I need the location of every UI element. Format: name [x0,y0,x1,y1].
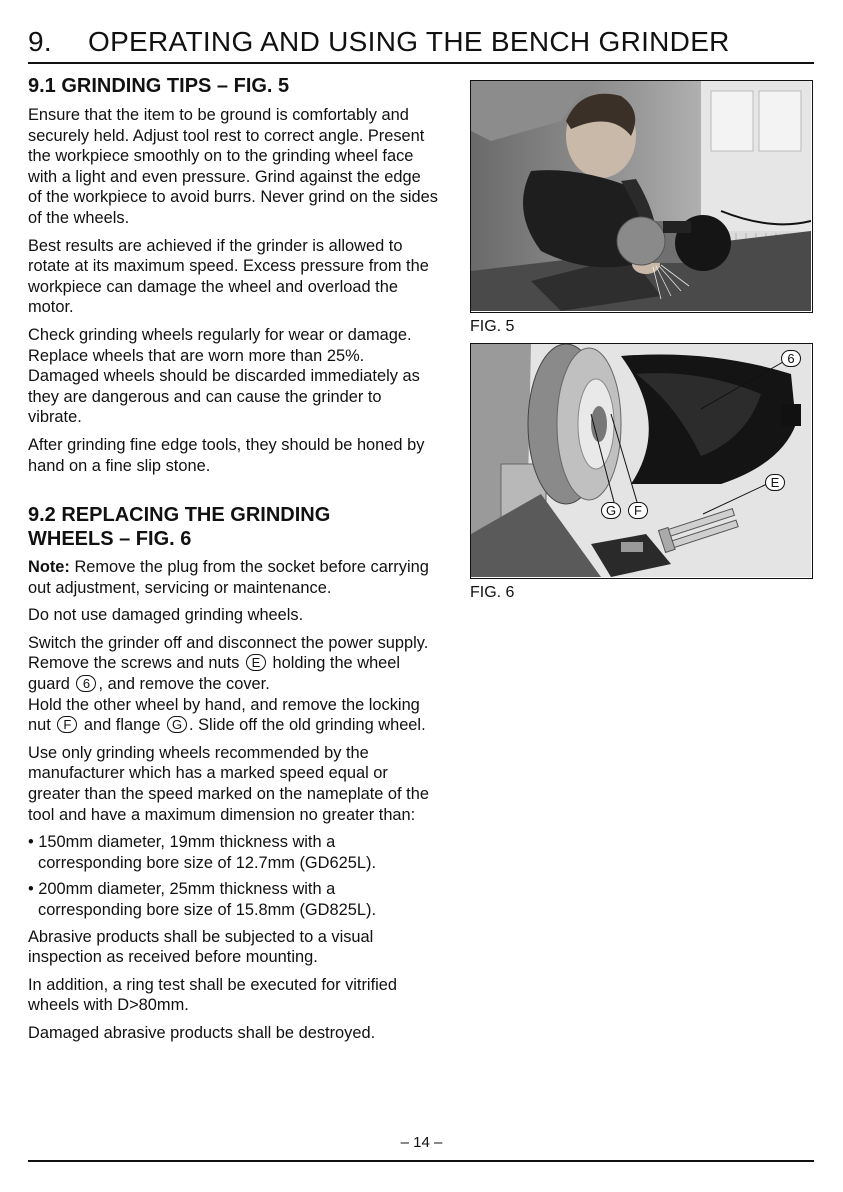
paragraph-grinding-1: Ensure that the item to be ground is comfortably and securely held. Adjust tool rest to correct angle. Present the workpiece smoothly on to the grinding wheel face with a light and even pressure. Grind against the edge of the workpiece to avoid burrs. Never grind on the sides of the wheels. [28,106,438,227]
note-label: Note: [28,558,70,577]
callout-f: F [57,716,77,733]
paragraph-grinding-4: After grinding fine edge tools, they should be honed by hand on a fine slip stone. [28,435,425,475]
grinder-operator-illustration [471,81,811,311]
section-heading-grinding-tips: 9.1 GRINDING TIPS – FIG. 5 [28,75,290,97]
figure-callout-6: 6 [781,350,801,367]
paragraph-hold-wheel [28,695,438,736]
callout-g: G [167,716,187,733]
paragraph-damaged: Do not use damaged grinding wheels. [28,606,304,625]
section-number: 9. [28,26,52,57]
page-number: – 14 – [400,1134,443,1151]
page-header [28,24,814,64]
callout-6: 6 [76,675,96,692]
text-fragment: and flange [79,716,166,735]
text-fragment: Hold the other wheel by hand, and remove the locking nut [28,695,420,735]
paragraph-grinding-3: Check grinding wheels regularly for wear or damage. Replace wheels that are worn more than 25%. Damaged wheels should be discarded immediately as they are dangerous and can cause the grinder to vibrate. [28,325,420,427]
footer-divider [28,1160,814,1162]
paragraph-abrasive: Abrasive products shall be subjected to a visual inspection as received before mounting. [28,927,374,967]
heading-line-1: 9.2 REPLACING THE GRINDING [28,504,331,527]
figure-5-photo [470,80,813,313]
text-fragment: . Slide off the old grinding wheel. [189,716,426,735]
paragraph-ring-test: In addition, a ring test shall be executed for vitrified wheels with D>80mm. [28,975,397,1015]
figure-callout-g: G [601,502,621,519]
callout-e: E [246,654,266,671]
wheel-guard-illustration [471,344,811,577]
section-heading-replacing-wheels [28,503,438,551]
figure-5-caption: FIG. 5 [470,318,515,335]
heading-line-2: WHEELS – FIG. 6 [28,528,192,551]
figure-6-diagram [470,343,813,579]
paragraph-destroyed: Damaged abrasive products shall be destroyed. [28,1023,376,1042]
bullet-150mm: • 150mm diameter, 19mm thickness with a corresponding bore size of 12.7mm (GD625L). [28,833,376,872]
text-fragment: holding the wheel guard [28,654,401,694]
figure-6-caption: FIG. 6 [470,584,515,601]
paragraph-switch-off [28,633,438,695]
page-title: OPERATING AND USING THE BENCH GRINDER [88,26,730,57]
text-column [28,74,438,1051]
text-fragment: , and remove the cover. [98,675,270,694]
bullet-200mm: • 200mm diameter, 25mm thickness with a corresponding bore size of 15.8mm (GD825L). [28,880,376,919]
paragraph-grinding-2: Best results are achieved if the grinder is allowed to rotate at its maximum speed. Excess pressure from the workpiece can damage the wheel and overload the motor. [28,236,429,317]
figure-callout-f: F [628,502,648,519]
paragraph-note [28,557,438,598]
note-text: Remove the plug from the socket before carrying out adjustment, servicing or maintenance. [28,558,429,597]
paragraph-use-only: Use only grinding wheels recommended by the manufacturer which has a marked speed equal or greater than the speed marked on the nameplate of the tool and have a maximum dimension no greater than: [28,743,429,824]
figure-callout-e: E [765,474,785,491]
text-fragment: Switch the grinder off and disconnect the power supply. Remove the screws and nuts [28,633,429,673]
